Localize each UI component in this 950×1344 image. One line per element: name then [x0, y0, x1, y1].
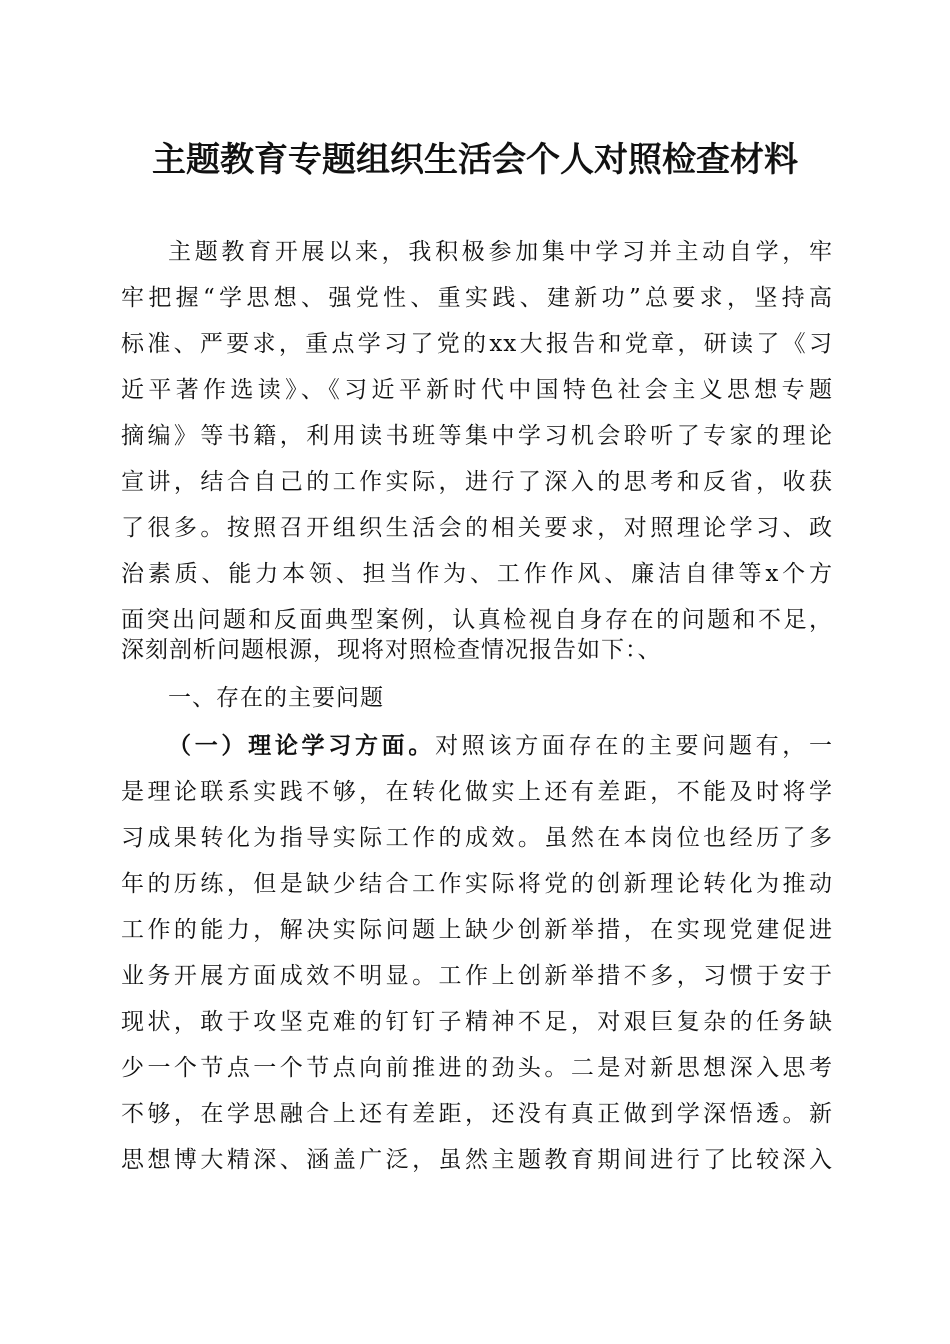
subsection-1-first-line	[168, 730, 833, 762]
subsection-1-label: （一）理论学习方面。	[168, 732, 436, 759]
section-heading-problems: 一、存在的主要问题	[168, 685, 384, 711]
subsection-1-line-7: 现状，敢于攻坚克难的钉钉子精神不足，对艰巨复杂的任务缺	[121, 1009, 833, 1035]
intro-line-3: 标准、严要求，重点学习了党的xx大报告和党章，研读了《习	[121, 331, 833, 357]
subsection-1-line-2: 是理论联系实践不够，在转化做实上还有差距，不能及时将学	[121, 779, 833, 805]
intro-line-10: 深刻剖析问题根源，现将对照检查情况报告如下：、	[121, 637, 662, 663]
subsection-1-line-4: 年的历练，但是缺少结合工作实际将党的创新理论转化为推动	[121, 871, 833, 897]
subsection-1-first-text: 对照该方面存在的主要问题有，一	[435, 733, 834, 759]
subsection-1-line-5: 工作的能力，解决实际问题上缺少创新举措，在实现党建促进	[121, 917, 833, 943]
intro-line-4: 近平著作选读》、《习近平新时代中国特色社会主义思想专题	[121, 377, 833, 403]
intro-line-8: 治素质、能力本领、担当作为、工作作风、廉洁自律等x个方	[121, 561, 833, 587]
subsection-1-line-6: 业务开展方面成效不明显。工作上创新举措不多，习惯于安于	[121, 963, 833, 989]
subsection-1-line-10: 思想博大精深、涵盖广泛，虽然主题教育期间进行了比较深入	[121, 1147, 833, 1173]
intro-line-2: 牢把握“学思想、强党性、重实践、建新功”总要求，坚持高	[121, 285, 833, 311]
intro-line-7: 了很多。按照召开组织生活会的相关要求，对照理论学习、政	[121, 515, 833, 541]
intro-line-6: 宣讲，结合自己的工作实际，进行了深入的思考和反省，收获	[121, 469, 833, 495]
subsection-1-line-8: 少一个节点一个节点向前推进的劲头。二是对新思想深入思考	[121, 1055, 833, 1081]
document-title: 主题教育专题组织生活会个人对照检查材料	[152, 140, 798, 180]
intro-line-5: 摘编》等书籍，利用读书班等集中学习机会聆听了专家的理论	[121, 423, 833, 449]
subsection-1-line-9: 不够，在学思融合上还有差距，还没有真正做到学深悟透。新	[121, 1101, 833, 1127]
intro-line-9: 面突出问题和反面典型案例，认真检视自身存在的问题和不足，	[121, 607, 833, 633]
subsection-1-line-3: 习成果转化为指导实际工作的成效。虽然在本岗位也经历了多	[121, 825, 833, 851]
intro-line-1: 主题教育开展以来，我积极参加集中学习并主动自学，牢	[168, 239, 833, 265]
